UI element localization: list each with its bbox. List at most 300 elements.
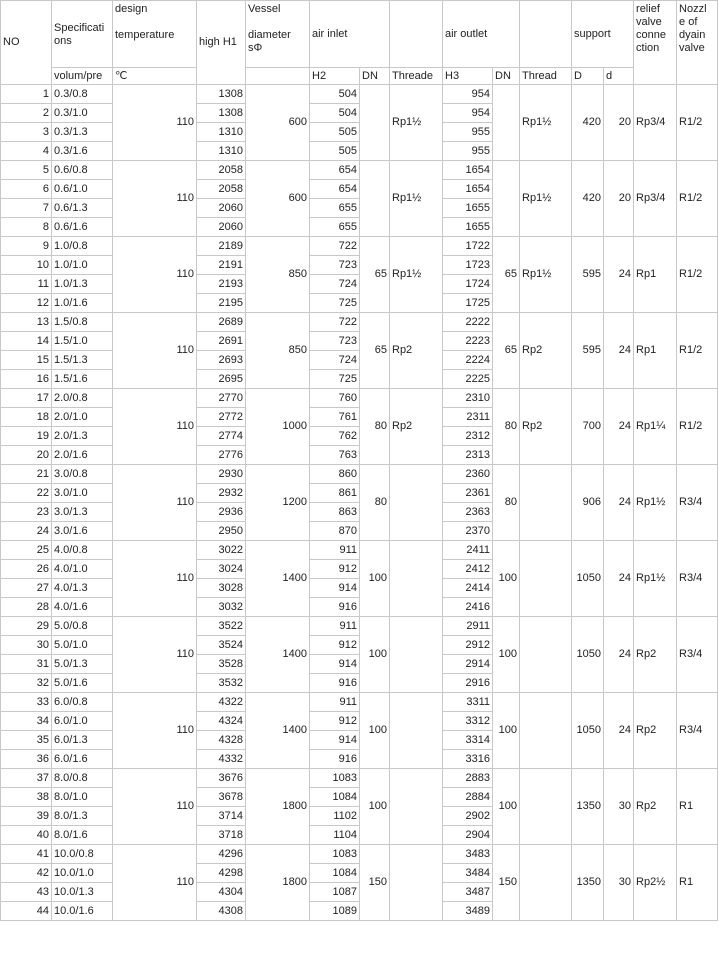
cell-spec: 5.0/1.0 xyxy=(52,636,113,655)
cell-design-temperature: 110 xyxy=(113,161,197,237)
cell-h1: 2191 xyxy=(197,256,246,275)
cell-nozzle: R1/2 xyxy=(677,237,718,313)
header-design-temperature: design temperature xyxy=(113,1,197,68)
cell-h3: 2916 xyxy=(443,674,493,693)
cell-dn-outlet: 100 xyxy=(493,769,520,845)
cell-h1: 2930 xyxy=(197,465,246,484)
cell-dn-inlet: 150 xyxy=(360,845,390,921)
cell-design-temperature: 110 xyxy=(113,617,197,693)
cell-no: 8 xyxy=(1,218,52,237)
cell-h3: 2224 xyxy=(443,351,493,370)
cell-spec: 10.0/1.3 xyxy=(52,883,113,902)
cell-vessel-diameter: 1400 xyxy=(246,693,310,769)
cell-thread-inlet xyxy=(390,465,443,541)
cell-h1: 2195 xyxy=(197,294,246,313)
cell-h2: 912 xyxy=(310,636,360,655)
cell-support-D: 1350 xyxy=(572,769,604,845)
cell-nozzle: R1/2 xyxy=(677,389,718,465)
cell-dn-outlet: 100 xyxy=(493,693,520,769)
cell-h1: 2060 xyxy=(197,199,246,218)
cell-thread-outlet: Rp1½ xyxy=(520,161,572,237)
header-celsius: ℃ xyxy=(113,68,197,85)
cell-h1: 4332 xyxy=(197,750,246,769)
cell-h2: 914 xyxy=(310,579,360,598)
cell-spec: 1.5/0.8 xyxy=(52,313,113,332)
cell-relief-valve: Rp1½ xyxy=(634,541,677,617)
cell-h1: 4304 xyxy=(197,883,246,902)
cell-thread-inlet: Rp2 xyxy=(390,389,443,465)
table-row xyxy=(1,769,718,788)
cell-support-d: 20 xyxy=(604,161,634,237)
cell-h1: 2058 xyxy=(197,180,246,199)
cell-h2: 722 xyxy=(310,237,360,256)
cell-support-D: 595 xyxy=(572,237,604,313)
cell-vessel-diameter: 1000 xyxy=(246,389,310,465)
cell-h2: 1084 xyxy=(310,788,360,807)
cell-h1: 3714 xyxy=(197,807,246,826)
cell-support-d: 24 xyxy=(604,237,634,313)
cell-thread-inlet xyxy=(390,845,443,921)
cell-h1: 3718 xyxy=(197,826,246,845)
cell-relief-valve: Rp2 xyxy=(634,617,677,693)
cell-h3: 2911 xyxy=(443,617,493,636)
cell-h1: 2060 xyxy=(197,218,246,237)
cell-support-d: 24 xyxy=(604,389,634,465)
cell-design-temperature: 110 xyxy=(113,541,197,617)
cell-support-D: 1050 xyxy=(572,693,604,769)
cell-dn-inlet: 100 xyxy=(360,769,390,845)
cell-no: 43 xyxy=(1,883,52,902)
cell-vessel-diameter: 850 xyxy=(246,313,310,389)
cell-spec: 8.0/0.8 xyxy=(52,769,113,788)
cell-no: 32 xyxy=(1,674,52,693)
cell-dn-outlet: 150 xyxy=(493,845,520,921)
cell-h2: 654 xyxy=(310,180,360,199)
cell-dn-outlet xyxy=(493,161,520,237)
cell-h2: 911 xyxy=(310,617,360,636)
header-h3: H3 xyxy=(443,68,493,85)
table-row xyxy=(1,389,718,408)
cell-no: 10 xyxy=(1,256,52,275)
cell-h3: 3312 xyxy=(443,712,493,731)
cell-thread-outlet xyxy=(520,617,572,693)
cell-design-temperature: 110 xyxy=(113,389,197,465)
cell-h2: 654 xyxy=(310,161,360,180)
cell-spec: 1.5/1.3 xyxy=(52,351,113,370)
cell-h2: 722 xyxy=(310,313,360,332)
cell-no: 13 xyxy=(1,313,52,332)
cell-h1: 3524 xyxy=(197,636,246,655)
cell-dn-outlet: 100 xyxy=(493,617,520,693)
cell-dn-inlet xyxy=(360,85,390,161)
cell-thread-inlet: Rp2 xyxy=(390,313,443,389)
cell-vessel-diameter: 850 xyxy=(246,237,310,313)
cell-h2: 761 xyxy=(310,408,360,427)
cell-h1: 3522 xyxy=(197,617,246,636)
cell-thread-inlet xyxy=(390,769,443,845)
header-high-h1: high H1 xyxy=(197,1,246,85)
cell-no: 38 xyxy=(1,788,52,807)
cell-spec: 0.6/1.3 xyxy=(52,199,113,218)
cell-spec: 1.0/1.6 xyxy=(52,294,113,313)
cell-support-D: 420 xyxy=(572,85,604,161)
cell-support-D: 1050 xyxy=(572,617,604,693)
cell-no: 9 xyxy=(1,237,52,256)
cell-h2: 1083 xyxy=(310,845,360,864)
cell-nozzle: R1/2 xyxy=(677,313,718,389)
cell-dn-outlet xyxy=(493,85,520,161)
cell-h1: 2691 xyxy=(197,332,246,351)
header-support: support xyxy=(572,1,634,68)
header-specifications: Specificati ons xyxy=(52,1,113,68)
cell-h2: 912 xyxy=(310,712,360,731)
cell-h3: 2904 xyxy=(443,826,493,845)
header-dn-outlet: DN xyxy=(493,68,520,85)
cell-h3: 2883 xyxy=(443,769,493,788)
table-row xyxy=(1,541,718,560)
cell-no: 14 xyxy=(1,332,52,351)
cell-spec: 0.3/1.0 xyxy=(52,104,113,123)
cell-no: 44 xyxy=(1,902,52,921)
cell-vessel-diameter: 1800 xyxy=(246,845,310,921)
cell-dn-inlet: 65 xyxy=(360,313,390,389)
table-row xyxy=(1,237,718,256)
cell-spec: 6.0/1.0 xyxy=(52,712,113,731)
cell-support-D: 700 xyxy=(572,389,604,465)
table-row xyxy=(1,465,718,484)
cell-spec: 8.0/1.3 xyxy=(52,807,113,826)
header-air-outlet: air outlet xyxy=(443,1,520,68)
header-volum-pre: volum/pre xyxy=(52,68,113,85)
cell-h3: 2884 xyxy=(443,788,493,807)
cell-no: 27 xyxy=(1,579,52,598)
cell-support-D: 906 xyxy=(572,465,604,541)
cell-spec: 4.0/1.6 xyxy=(52,598,113,617)
cell-design-temperature: 110 xyxy=(113,845,197,921)
cell-h3: 2902 xyxy=(443,807,493,826)
cell-h3: 2360 xyxy=(443,465,493,484)
cell-support-d: 24 xyxy=(604,465,634,541)
cell-h3: 954 xyxy=(443,85,493,104)
cell-relief-valve: Rp2 xyxy=(634,769,677,845)
cell-spec: 8.0/1.0 xyxy=(52,788,113,807)
table-row xyxy=(1,85,718,104)
cell-spec: 1.5/1.0 xyxy=(52,332,113,351)
cell-thread-outlet xyxy=(520,769,572,845)
header-thread-outlet: Thread xyxy=(520,68,572,85)
header-air-inlet: air inlet xyxy=(310,1,390,68)
table-body xyxy=(1,85,718,921)
cell-support-D: 1350 xyxy=(572,845,604,921)
cell-h3: 2361 xyxy=(443,484,493,503)
cell-h3: 1655 xyxy=(443,199,493,218)
cell-h2: 762 xyxy=(310,427,360,446)
cell-no: 6 xyxy=(1,180,52,199)
cell-h3: 1655 xyxy=(443,218,493,237)
header-no: NO xyxy=(1,1,52,85)
header-dn-inlet: DN xyxy=(360,68,390,85)
cell-spec: 1.0/1.0 xyxy=(52,256,113,275)
cell-spec: 3.0/1.3 xyxy=(52,503,113,522)
cell-nozzle: R1/2 xyxy=(677,85,718,161)
cell-no: 36 xyxy=(1,750,52,769)
cell-h3: 1724 xyxy=(443,275,493,294)
cell-thread-inlet xyxy=(390,693,443,769)
cell-h3: 1722 xyxy=(443,237,493,256)
cell-design-temperature: 110 xyxy=(113,85,197,161)
cell-no: 20 xyxy=(1,446,52,465)
cell-h3: 1654 xyxy=(443,161,493,180)
cell-dn-inlet: 80 xyxy=(360,389,390,465)
cell-dn-inlet: 100 xyxy=(360,693,390,769)
cell-no: 29 xyxy=(1,617,52,636)
cell-h2: 724 xyxy=(310,275,360,294)
cell-spec: 8.0/1.6 xyxy=(52,826,113,845)
cell-no: 40 xyxy=(1,826,52,845)
cell-no: 23 xyxy=(1,503,52,522)
cell-no: 17 xyxy=(1,389,52,408)
cell-thread-inlet xyxy=(390,617,443,693)
cell-h2: 725 xyxy=(310,370,360,389)
cell-h1: 4308 xyxy=(197,902,246,921)
cell-h1: 4324 xyxy=(197,712,246,731)
cell-h1: 2936 xyxy=(197,503,246,522)
cell-no: 12 xyxy=(1,294,52,313)
cell-spec: 1.0/0.8 xyxy=(52,237,113,256)
cell-h1: 3676 xyxy=(197,769,246,788)
cell-relief-valve: Rp1 xyxy=(634,237,677,313)
cell-h3: 955 xyxy=(443,123,493,142)
cell-no: 3 xyxy=(1,123,52,142)
cell-support-D: 420 xyxy=(572,161,604,237)
cell-h1: 3532 xyxy=(197,674,246,693)
cell-nozzle: R1/2 xyxy=(677,161,718,237)
cell-no: 22 xyxy=(1,484,52,503)
cell-support-D: 595 xyxy=(572,313,604,389)
cell-h2: 1087 xyxy=(310,883,360,902)
cell-no: 26 xyxy=(1,560,52,579)
cell-spec: 0.3/1.6 xyxy=(52,142,113,161)
cell-no: 33 xyxy=(1,693,52,712)
cell-h1: 3032 xyxy=(197,598,246,617)
header-vessel-diameter: Vessel diameter sΦ xyxy=(246,1,310,68)
cell-thread-inlet: Rp1½ xyxy=(390,237,443,313)
cell-dn-outlet: 65 xyxy=(493,237,520,313)
cell-spec: 6.0/0.8 xyxy=(52,693,113,712)
cell-h2: 1089 xyxy=(310,902,360,921)
cell-h1: 2189 xyxy=(197,237,246,256)
cell-h1: 2776 xyxy=(197,446,246,465)
cell-h1: 2689 xyxy=(197,313,246,332)
cell-h3: 2412 xyxy=(443,560,493,579)
cell-h3: 2414 xyxy=(443,579,493,598)
cell-spec: 0.3/0.8 xyxy=(52,85,113,104)
cell-thread-outlet: Rp1½ xyxy=(520,85,572,161)
cell-no: 31 xyxy=(1,655,52,674)
cell-no: 37 xyxy=(1,769,52,788)
cell-h2: 911 xyxy=(310,541,360,560)
header-support-d: d xyxy=(604,68,634,85)
cell-h3: 2363 xyxy=(443,503,493,522)
cell-dn-inlet: 65 xyxy=(360,237,390,313)
header-support-D: D xyxy=(572,68,604,85)
cell-h3: 1723 xyxy=(443,256,493,275)
cell-h3: 2411 xyxy=(443,541,493,560)
cell-design-temperature: 110 xyxy=(113,313,197,389)
cell-thread-outlet: Rp2 xyxy=(520,313,572,389)
cell-h2: 911 xyxy=(310,693,360,712)
cell-vessel-diameter: 1400 xyxy=(246,541,310,617)
cell-h3: 2914 xyxy=(443,655,493,674)
cell-no: 28 xyxy=(1,598,52,617)
cell-h3: 1725 xyxy=(443,294,493,313)
cell-h2: 725 xyxy=(310,294,360,313)
cell-spec: 2.0/1.3 xyxy=(52,427,113,446)
cell-nozzle: R3/4 xyxy=(677,617,718,693)
cell-h2: 763 xyxy=(310,446,360,465)
cell-no: 1 xyxy=(1,85,52,104)
cell-h2: 863 xyxy=(310,503,360,522)
header-relief-valve: relief valve conne ction xyxy=(634,1,677,85)
cell-spec: 6.0/1.6 xyxy=(52,750,113,769)
cell-h1: 2774 xyxy=(197,427,246,446)
cell-thread-outlet xyxy=(520,845,572,921)
cell-spec: 0.3/1.3 xyxy=(52,123,113,142)
cell-design-temperature: 110 xyxy=(113,769,197,845)
cell-thread-outlet xyxy=(520,541,572,617)
cell-h1: 3528 xyxy=(197,655,246,674)
cell-h3: 2223 xyxy=(443,332,493,351)
cell-h2: 1083 xyxy=(310,769,360,788)
cell-spec: 4.0/1.3 xyxy=(52,579,113,598)
cell-no: 30 xyxy=(1,636,52,655)
cell-h3: 2416 xyxy=(443,598,493,617)
cell-thread-inlet: Rp1½ xyxy=(390,85,443,161)
cell-h2: 1102 xyxy=(310,807,360,826)
cell-spec: 4.0/1.0 xyxy=(52,560,113,579)
cell-spec: 1.0/1.3 xyxy=(52,275,113,294)
cell-h1: 1308 xyxy=(197,85,246,104)
cell-no: 7 xyxy=(1,199,52,218)
cell-dn-inlet: 80 xyxy=(360,465,390,541)
cell-spec: 3.0/0.8 xyxy=(52,465,113,484)
cell-h1: 2695 xyxy=(197,370,246,389)
cell-nozzle: R3/4 xyxy=(677,693,718,769)
cell-dn-outlet: 80 xyxy=(493,465,520,541)
cell-support-d: 24 xyxy=(604,313,634,389)
cell-spec: 1.5/1.6 xyxy=(52,370,113,389)
header-empty-thread-in xyxy=(390,1,443,68)
cell-h3: 2222 xyxy=(443,313,493,332)
cell-h1: 1308 xyxy=(197,104,246,123)
cell-dn-outlet: 80 xyxy=(493,389,520,465)
cell-h2: 1084 xyxy=(310,864,360,883)
cell-h3: 2311 xyxy=(443,408,493,427)
cell-h2: 724 xyxy=(310,351,360,370)
table-row xyxy=(1,161,718,180)
cell-vessel-diameter: 600 xyxy=(246,85,310,161)
cell-spec: 3.0/1.0 xyxy=(52,484,113,503)
cell-vessel-diameter: 1800 xyxy=(246,769,310,845)
cell-h1: 1310 xyxy=(197,123,246,142)
cell-no: 15 xyxy=(1,351,52,370)
cell-h2: 760 xyxy=(310,389,360,408)
cell-support-d: 20 xyxy=(604,85,634,161)
cell-h1: 2770 xyxy=(197,389,246,408)
cell-vessel-diameter: 600 xyxy=(246,161,310,237)
cell-design-temperature: 110 xyxy=(113,693,197,769)
cell-nozzle: R1 xyxy=(677,769,718,845)
cell-h3: 2310 xyxy=(443,389,493,408)
cell-h2: 916 xyxy=(310,750,360,769)
cell-h1: 2693 xyxy=(197,351,246,370)
cell-h3: 3487 xyxy=(443,883,493,902)
cell-relief-valve: Rp1 xyxy=(634,313,677,389)
header-h2: H2 xyxy=(310,68,360,85)
cell-support-d: 24 xyxy=(604,693,634,769)
header-nozzle: Nozzl e of dyain valve xyxy=(677,1,718,85)
cell-h2: 860 xyxy=(310,465,360,484)
cell-relief-valve: Rp1½ xyxy=(634,465,677,541)
cell-no: 4 xyxy=(1,142,52,161)
cell-spec: 0.6/1.0 xyxy=(52,180,113,199)
header-empty-vessel xyxy=(246,68,310,85)
cell-thread-inlet xyxy=(390,541,443,617)
cell-h1: 2058 xyxy=(197,161,246,180)
cell-vessel-diameter: 1400 xyxy=(246,617,310,693)
cell-h1: 2932 xyxy=(197,484,246,503)
cell-thread-outlet xyxy=(520,465,572,541)
cell-h2: 723 xyxy=(310,332,360,351)
cell-h3: 2225 xyxy=(443,370,493,389)
cell-h3: 2313 xyxy=(443,446,493,465)
cell-spec: 3.0/1.6 xyxy=(52,522,113,541)
cell-dn-inlet: 100 xyxy=(360,541,390,617)
cell-h1: 4296 xyxy=(197,845,246,864)
header-empty-thread-out xyxy=(520,1,572,68)
cell-h3: 2312 xyxy=(443,427,493,446)
cell-h2: 505 xyxy=(310,123,360,142)
cell-thread-outlet: Rp1½ xyxy=(520,237,572,313)
cell-h2: 655 xyxy=(310,218,360,237)
cell-no: 5 xyxy=(1,161,52,180)
cell-h3: 2370 xyxy=(443,522,493,541)
cell-h1: 4322 xyxy=(197,693,246,712)
cell-relief-valve: Rp2½ xyxy=(634,845,677,921)
cell-spec: 5.0/1.3 xyxy=(52,655,113,674)
cell-spec: 0.6/0.8 xyxy=(52,161,113,180)
cell-spec: 4.0/0.8 xyxy=(52,541,113,560)
cell-h2: 916 xyxy=(310,598,360,617)
cell-h1: 4298 xyxy=(197,864,246,883)
cell-relief-valve: Rp3/4 xyxy=(634,161,677,237)
header-thread-inlet: Threade xyxy=(390,68,443,85)
cell-h3: 3311 xyxy=(443,693,493,712)
cell-h3: 3316 xyxy=(443,750,493,769)
cell-thread-outlet: Rp2 xyxy=(520,389,572,465)
cell-no: 41 xyxy=(1,845,52,864)
cell-nozzle: R3/4 xyxy=(677,541,718,617)
cell-h3: 3314 xyxy=(443,731,493,750)
cell-h3: 3483 xyxy=(443,845,493,864)
cell-h1: 2772 xyxy=(197,408,246,427)
cell-no: 18 xyxy=(1,408,52,427)
cell-h1: 3678 xyxy=(197,788,246,807)
cell-h3: 2912 xyxy=(443,636,493,655)
cell-h3: 3489 xyxy=(443,902,493,921)
cell-support-D: 1050 xyxy=(572,541,604,617)
cell-vessel-diameter: 1200 xyxy=(246,465,310,541)
